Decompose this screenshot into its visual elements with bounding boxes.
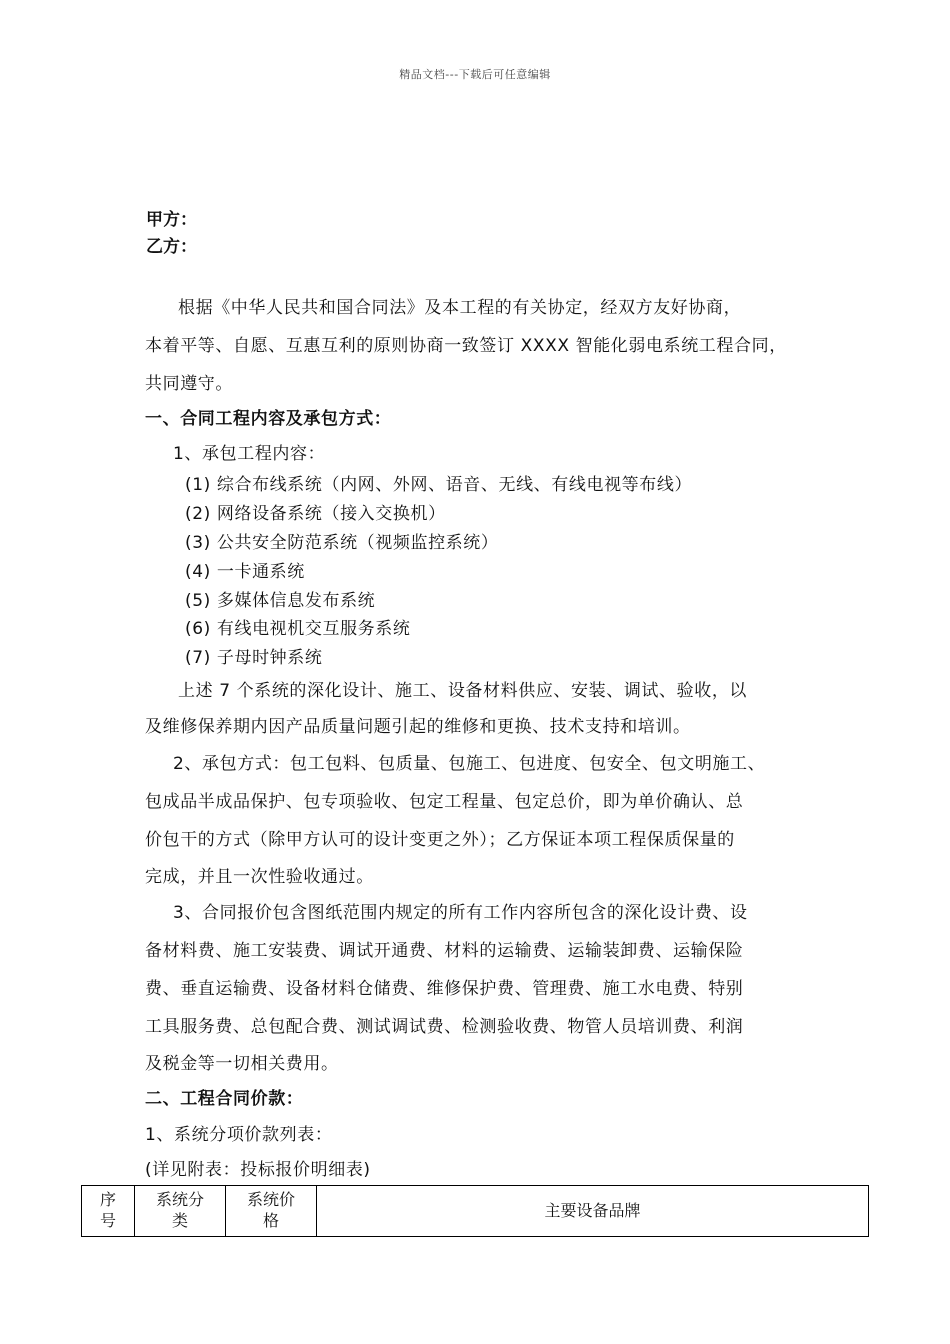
party-b-label: 乙方： [146, 237, 197, 257]
header-cell-line: 系统价 [246, 1190, 295, 1210]
system-item: (3) 公共安全防范系统（视频监控系统） [185, 533, 499, 553]
item-2-line: 2、承包方式：包工包料、包质量、包施工、包进度、包安全、包文明施工、 [173, 754, 766, 774]
item-3-line: 工具服务费、总包配合费、测试调试费、检测验收费、物管人员培训费、利润 [145, 1017, 744, 1037]
header-cell-line: 类 [171, 1211, 188, 1230]
table-header-row [82, 1186, 869, 1237]
system-item: (4) 一卡通系统 [185, 562, 305, 582]
price-table [81, 1185, 869, 1237]
summary-line: 上述 7 个系统的深化设计、施工、设备材料供应、安装、调试、验收，以 [178, 681, 748, 701]
page-header: 精品文档---下载后可任意编辑 [399, 68, 551, 81]
item-1-title: 1、承包工程内容： [173, 444, 326, 464]
section-2-item-1: 1、系统分项价款列表： [145, 1125, 333, 1145]
item-2-line: 包成品半成品保护、包专项验收、包定工程量、包定总价，即为单价确认、总 [145, 792, 744, 812]
header-cell-brand [317, 1186, 869, 1237]
system-item: (5) 多媒体信息发布系统 [185, 591, 376, 611]
preamble-line: 共同遵守。 [145, 374, 233, 394]
party-a-label: 甲方： [146, 210, 197, 230]
system-item: (6) 有线电视机交互服务系统 [185, 619, 411, 639]
system-item: (2) 网络设备系统（接入交换机） [185, 504, 446, 524]
header-cell-line: 主要设备品牌 [544, 1200, 641, 1220]
header-cell-line: 号 [99, 1211, 116, 1230]
header-cell-index [82, 1186, 135, 1237]
header-cell-line: 格 [262, 1211, 279, 1230]
header-cell-line: 系统分 [155, 1190, 204, 1210]
system-item: (1) 综合布线系统（内网、外网、语音、无线、有线电视等布线） [185, 475, 693, 495]
preamble-line: 根据《中华人民共和国合同法》及本工程的有关协定，经双方友好协商， [178, 298, 742, 318]
preamble-line: 本着平等、自愿、互惠互利的原则协商一致签订 XXXX 智能化弱电系统工程合同， [145, 336, 787, 356]
item-3-line: 备材料费、施工安装费、调试开通费、材料的运输费、运输装卸费、运输保险 [145, 941, 744, 961]
item-2-line: 价包干的方式（除甲方认可的设计变更之外）；乙方保证本项工程保质保量的 [145, 830, 735, 850]
item-3-line: 及税金等一切相关费用。 [145, 1054, 339, 1074]
header-cell-price [226, 1186, 317, 1237]
item-3-line: 3、合同报价包含图纸范围内规定的所有工作内容所包含的深化设计费、设 [173, 903, 748, 923]
item-2-line: 完成，并且一次性验收通过。 [145, 867, 374, 887]
header-cell-category [135, 1186, 226, 1237]
section-2-title: 二、工程合同价款： [145, 1089, 304, 1109]
section-1-title: 一、合同工程内容及承包方式： [145, 409, 392, 429]
system-item: (7) 子母时钟系统 [185, 648, 323, 668]
summary-line: 及维修保养期内因产品质量问题引起的维修和更换、技术支持和培训。 [145, 717, 691, 737]
section-2-note: (详见附表：投标报价明细表) [145, 1160, 371, 1180]
item-3-line: 费、垂直运输费、设备材料仓储费、维修保护费、管理费、施工水电费、特别 [145, 979, 744, 999]
header-cell-line: 序 [99, 1190, 116, 1210]
